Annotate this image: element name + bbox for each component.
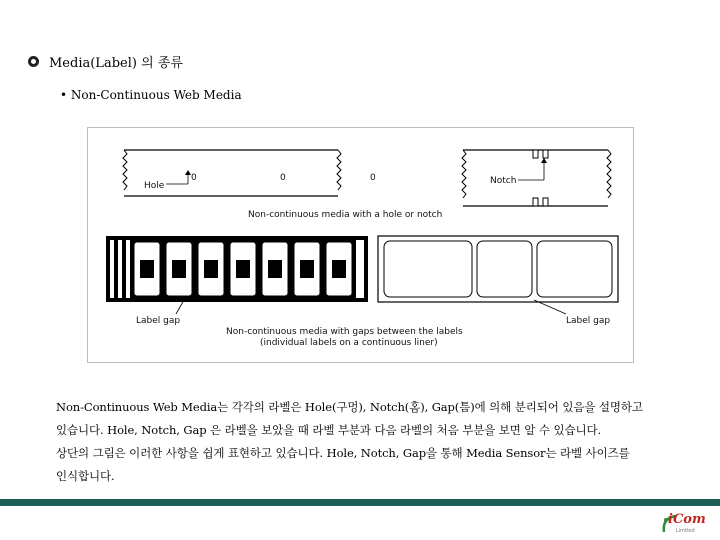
description-line: 인식합니다. bbox=[56, 469, 115, 483]
label-gap-right: Label gap bbox=[566, 316, 611, 326]
hole-label: Hole bbox=[144, 181, 165, 191]
media-diagram-svg bbox=[88, 128, 635, 364]
top-caption: Non-continuous media with a hole or notch bbox=[248, 210, 443, 220]
hole-mark-1: 0 bbox=[191, 173, 197, 183]
heading-text: Media(Label) 의 종류 bbox=[49, 56, 183, 71]
section-heading bbox=[28, 52, 183, 71]
description-paragraph bbox=[56, 396, 686, 488]
logo-subtext: Limited bbox=[676, 528, 695, 534]
media-diagram bbox=[87, 127, 634, 363]
notch-label: Notch bbox=[490, 176, 517, 186]
description-line: 있습니다. Hole, Notch, Gap 은 라벨을 보았을 때 라벨 부분과 다음 라벨의 처음 부분을 보면 알 수 있습니다. bbox=[56, 423, 602, 437]
ring-bullet-icon bbox=[28, 56, 39, 67]
description-line: Non-Continuous Web Media는 각각의 라벨은 Hole(구멍), Notch(홈), Gap(틈)에 의해 분리되어 있음을 설명하고 bbox=[56, 400, 643, 414]
logo-text: iCom bbox=[668, 512, 706, 527]
footer-bar bbox=[0, 499, 720, 506]
hole-mark-2: 0 bbox=[280, 173, 286, 183]
description-line: 상단의 그림은 이러한 사항을 쉽게 표현하고 있습니다. Hole, Notch, Gap을 통해 Media Sensor는 라벨 사이즈를 bbox=[56, 446, 630, 460]
bottom-caption-2: (individual labels on a continuous liner) bbox=[260, 338, 438, 348]
hole-mark-3: 0 bbox=[370, 173, 376, 183]
label-gap-left: Label gap bbox=[136, 316, 181, 326]
bottom-caption-1: Non-continuous media with gaps between the labels bbox=[226, 327, 463, 337]
subheading: • Non-Continuous Web Media bbox=[60, 88, 242, 102]
